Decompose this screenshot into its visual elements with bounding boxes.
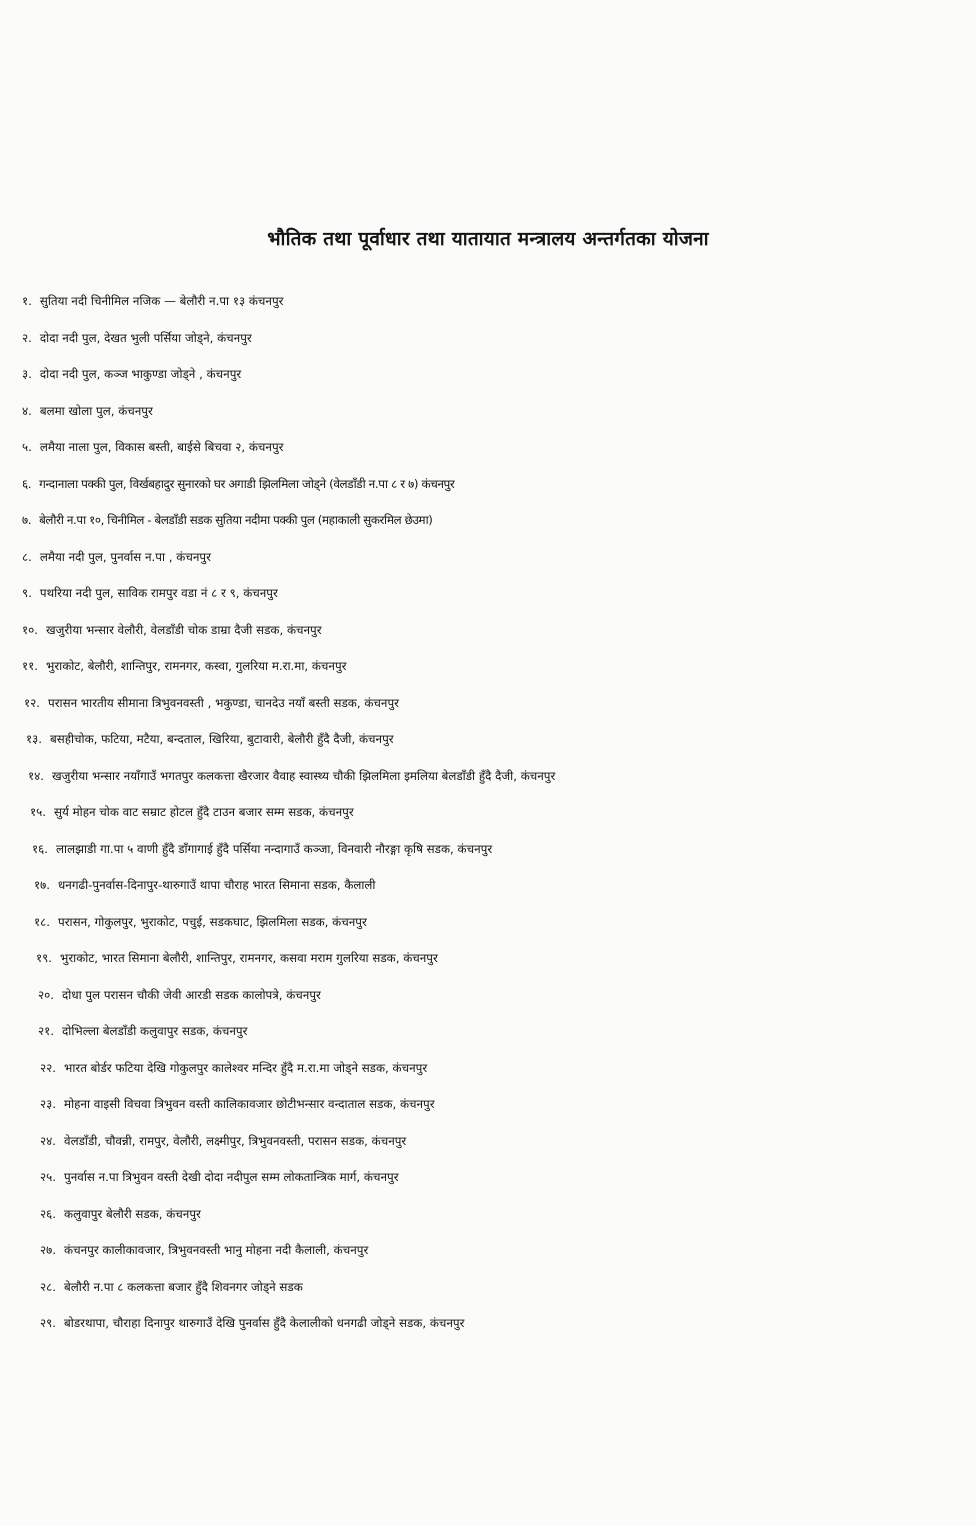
item-number: २०. [38, 987, 55, 1002]
item-text: बसहीचोक, फटिया, मटैया, बन्दताल, खिरिया, बुटावारी, बेलौरी हुँदै दैजी, कंचनपुर [50, 732, 394, 746]
item-number: ६. [22, 476, 32, 491]
item-text: बेलौरी न.पा १०, चिनीमिल - बेलडाँडी सडक सुतिया नदीमा पक्की पुल (महाकाली सुकरमिल छेउमा) [39, 513, 433, 527]
item-number: १९. [36, 951, 53, 965]
item-text: सुतिया नदी चिनीमिल नजिक — बेलौरी न.पा १३ कंचनपुर [39, 294, 284, 308]
list-item [0, 1196, 976, 1233]
list-item [0, 429, 976, 466]
item-number: २२. [40, 1060, 57, 1075]
list-item [0, 1269, 976, 1306]
item-text: खजुरीया भन्सार वेलौरी, वेलडाँडी चोक डाम्रा दैजी सडक, कंचनपुर [46, 622, 322, 637]
item-number: ३. [22, 367, 32, 381]
list-item [0, 1232, 976, 1269]
item-text: बोडरथापा, चौराहा दिनापुर थारुगाउँ देखि पुनर्वास हुँदै केलालीको धनगढी जोड्ने सडक, कंचनपुर [64, 1316, 465, 1330]
list-item [0, 502, 976, 539]
item-number: १४. [28, 768, 45, 783]
item-text: भुराकोट, बेलौरी, शान्तिपुर, रामनगर, कस्वा, गुलरिया म.रा.मा, कंचनपुर [46, 659, 347, 673]
item-number: ११. [22, 659, 39, 673]
item-text: वेलडाँडी, चौवन्नी, रामपुर, वेलौरी, लक्ष्मीपुर, त्रिभुवनवस्ती, परासन सडक, कंचनपुर [64, 1133, 407, 1148]
item-number: ७. [22, 513, 32, 527]
list-item [0, 977, 976, 1014]
item-text: सुर्य मोहन चोक वाट सम्राट होटल हुँदै टाउन बजार सम्म सडक, कंचनपुर [54, 805, 354, 819]
list-item [0, 758, 976, 795]
list-item [0, 1050, 976, 1087]
list-item [0, 356, 976, 393]
list-item [0, 1086, 976, 1123]
item-number: १५. [30, 805, 47, 819]
item-text: कंचनपुर कालीकावजार, त्रिभुवनवस्ती भानु मोहना नदी कैलाली, कंचनपुर [64, 1243, 369, 1257]
item-number: २९. [40, 1316, 57, 1330]
item-text: लालझाडी गा.पा ५ वाणी हुँदै डाँगागाई हुँदै पर्सिया नन्दागाउँ कञ्जा, विनवारी नौरङ्गा कृषि सडक, कंचनपुर [56, 841, 493, 856]
item-text: कलुवापुर बेलौरी सडक, कंचनपुर [64, 1206, 201, 1221]
item-number: १३. [26, 732, 43, 746]
item-text: बेलौरी न.पा ८ कलकत्ता बजार हुँदै शिवनगर जोड्ने सडक [64, 1279, 303, 1294]
item-text: लमैया नदी पुल, पुनर्वास न.पा , कंचनपुर [39, 549, 211, 564]
list-item [0, 904, 976, 941]
item-number: २५. [40, 1170, 57, 1184]
item-number: १७. [34, 878, 51, 892]
item-number: १६. [32, 841, 49, 856]
item-text: मोहना वाइसी विचवा त्रिभुवन वस्ती कालिकावजार छोटीभन्सार वन्दाताल सडक, कंचनपुर [64, 1097, 435, 1111]
list-item [0, 940, 976, 977]
list-item [0, 1305, 976, 1342]
item-text: दोदा नदी पुल, देखत भुली पर्सिया जोड्ने, कंचनपुर [39, 330, 252, 345]
item-text: लमैया नाला पुल, विकास बस्ती, बाईसे बिचवा २, कंचनपुर [39, 440, 284, 454]
item-number: १८. [34, 914, 51, 929]
list-item [0, 466, 976, 503]
list-item [0, 612, 976, 649]
item-text: दोभिल्ला बेलडाँडी कलुवापुर सडक, कंचनपुर [62, 1024, 248, 1038]
project-list [0, 283, 976, 1342]
list-item [0, 794, 976, 831]
item-text: खजुरीया भन्सार नयाँगाउँ भगतपुर कलकत्ता खैरजार वैवाह स्वास्थ्य चौकी झिलमिला इमलिया बेलडाँडी हुँदै दैजी, कंचनपुर [52, 768, 556, 783]
item-number: १. [22, 294, 32, 308]
list-item [0, 283, 976, 320]
page-title: भौतिक तथा पूर्वाधार तथा यातायात मन्त्रालय अन्तर्गतका योजना [267, 228, 709, 250]
item-text: दोधा पुल परासन चौकी जेवी आरडी सडक कालोपत्रे, कंचनपुर [62, 987, 321, 1002]
item-text: बलमा खोला पुल, कंचनपुर [39, 403, 153, 418]
list-item [0, 721, 976, 758]
list-item [0, 831, 976, 868]
list-item [0, 1013, 976, 1050]
item-text: भारत बोर्डर फटिया देखि गोकुलपुर कालेश्वर मन्दिर हुँदै म.रा.मा जोड्ने सडक, कंचनपुर [64, 1060, 428, 1075]
item-number: २८. [40, 1279, 57, 1294]
list-item [0, 575, 976, 612]
list-item [0, 867, 976, 904]
item-text: धनगढी-पुनर्वास-दिनापुर-थारुगाउँ थापा चौराह भारत सिमाना सडक, कैलाली [58, 878, 376, 892]
list-item [0, 1123, 976, 1160]
item-number: २४. [40, 1133, 57, 1148]
item-number: २१. [38, 1024, 55, 1038]
item-text: परासन, गोकुलपुर, भुराकोट, पचुई, सडकघाट, झिलमिला सडक, कंचनपुर [58, 914, 367, 929]
item-number: १२. [24, 695, 41, 710]
item-number: ४. [22, 403, 32, 418]
list-item [0, 393, 976, 430]
item-text: दोदा नदी पुल, कञ्ज भाकुण्डा जोड्ने , कंचनपुर [39, 367, 242, 381]
item-text: गन्दानाला पक्की पुल, विर्खबहादुर सुनारको घर अगाडी झिलमिला जोड्ने (वेलडाँडी न.पा ८ र ७) कंचनपुर [39, 476, 455, 491]
item-text: पथरिया नदी पुल, साविक रामपुर वडा नं ८ र ९, कंचनपुर [39, 586, 278, 600]
list-item [0, 320, 976, 357]
list-item [0, 685, 976, 722]
list-item [0, 539, 976, 576]
item-text: भुराकोट, भारत सिमाना बेलौरी, शान्तिपुर, रामनगर, कसवा मराम गुलरिया सडक, कंचनपुर [60, 951, 438, 965]
item-number: २३. [40, 1097, 57, 1111]
item-number: ८. [22, 549, 32, 564]
item-number: ५. [22, 440, 32, 454]
item-number: २६. [40, 1206, 57, 1221]
item-number: २७. [40, 1243, 57, 1257]
item-number: ९. [22, 586, 32, 600]
list-item [0, 648, 976, 685]
item-number: २. [22, 330, 32, 345]
item-text: पुनर्वास न.पा त्रिभुवन वस्ती देखी दोदा नदीपुल सम्म लोकतान्त्रिक मार्ग, कंचनपुर [64, 1170, 399, 1184]
list-item [0, 1159, 976, 1196]
item-number: १०. [22, 622, 39, 637]
item-text: परासन भारतीय सीमाना त्रिभुवनवस्ती , भकुण्डा, चानदेउ नयाँ बस्ती सडक, कंचनपुर [48, 695, 399, 710]
